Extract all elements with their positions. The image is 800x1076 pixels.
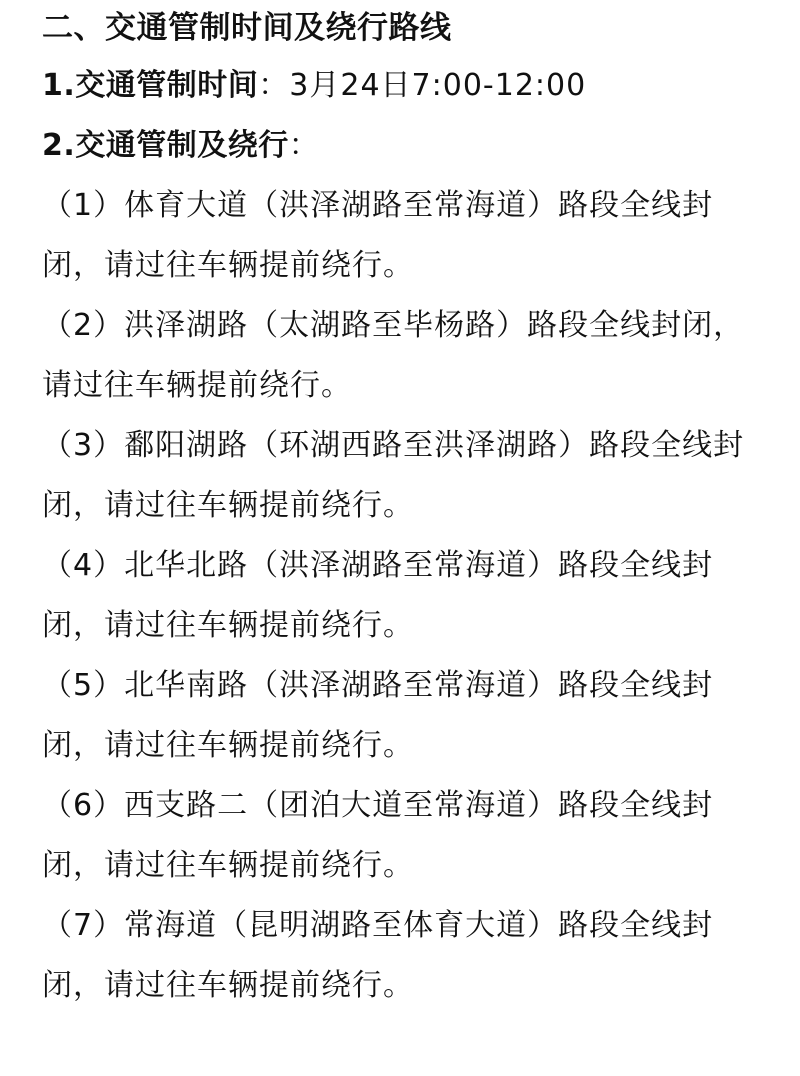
closure-item-7 — [42, 896, 762, 1016]
control-time-separator: ： — [258, 68, 290, 103]
closure-item-line-2: 闭，请过往车辆提前绕行。 — [42, 248, 414, 283]
closure-item-line-1: （2）洪泽湖路（太湖路至毕杨路）路段全线封闭， — [42, 308, 745, 343]
closure-item-6 — [42, 776, 762, 896]
closure-item-3 — [42, 416, 762, 536]
section-title: 二、交通管制时间及绕行路线 — [42, 10, 452, 46]
detour-heading-label: 2.交通管制及绕行 — [42, 128, 289, 163]
control-time-line — [42, 56, 762, 116]
closure-item-line-1: （3）鄱阳湖路（环湖西路至洪泽湖路）路段全线封 — [42, 428, 745, 463]
closure-item-2 — [42, 296, 762, 416]
closure-item-line-2: 闭，请过往车辆提前绕行。 — [42, 488, 414, 523]
closure-item-line-2: 闭，请过往车辆提前绕行。 — [42, 848, 414, 883]
closure-item-4 — [42, 536, 762, 656]
closure-item-line-1: （7）常海道（昆明湖路至体育大道）路段全线封 — [42, 908, 714, 943]
detour-heading-separator: ： — [288, 128, 320, 163]
document — [42, 0, 762, 1016]
detour-heading-line — [42, 116, 762, 176]
control-time-label: 1.交通管制时间 — [42, 68, 259, 103]
closure-item-line-1: （4）北华北路（洪泽湖路至常海道）路段全线封 — [42, 548, 714, 583]
closure-item-line-2: 闭，请过往车辆提前绕行。 — [42, 968, 414, 1003]
closure-item-line-2: 闭，请过往车辆提前绕行。 — [42, 608, 414, 643]
closure-item-5 — [42, 656, 762, 776]
closure-item-line-2: 请过往车辆提前绕行。 — [42, 368, 352, 403]
closure-item-line-2: 闭，请过往车辆提前绕行。 — [42, 728, 414, 763]
closure-item-line-1: （5）北华南路（洪泽湖路至常海道）路段全线封 — [42, 668, 714, 703]
closure-item-line-1: （6）西支路二（团泊大道至常海道）路段全线封 — [42, 788, 714, 823]
control-time-value: 3月24日7:00-12:00 — [289, 68, 587, 103]
closure-item-line-1: （1）体育大道（洪泽湖路至常海道）路段全线封 — [42, 188, 714, 223]
closure-item-1 — [42, 176, 762, 296]
